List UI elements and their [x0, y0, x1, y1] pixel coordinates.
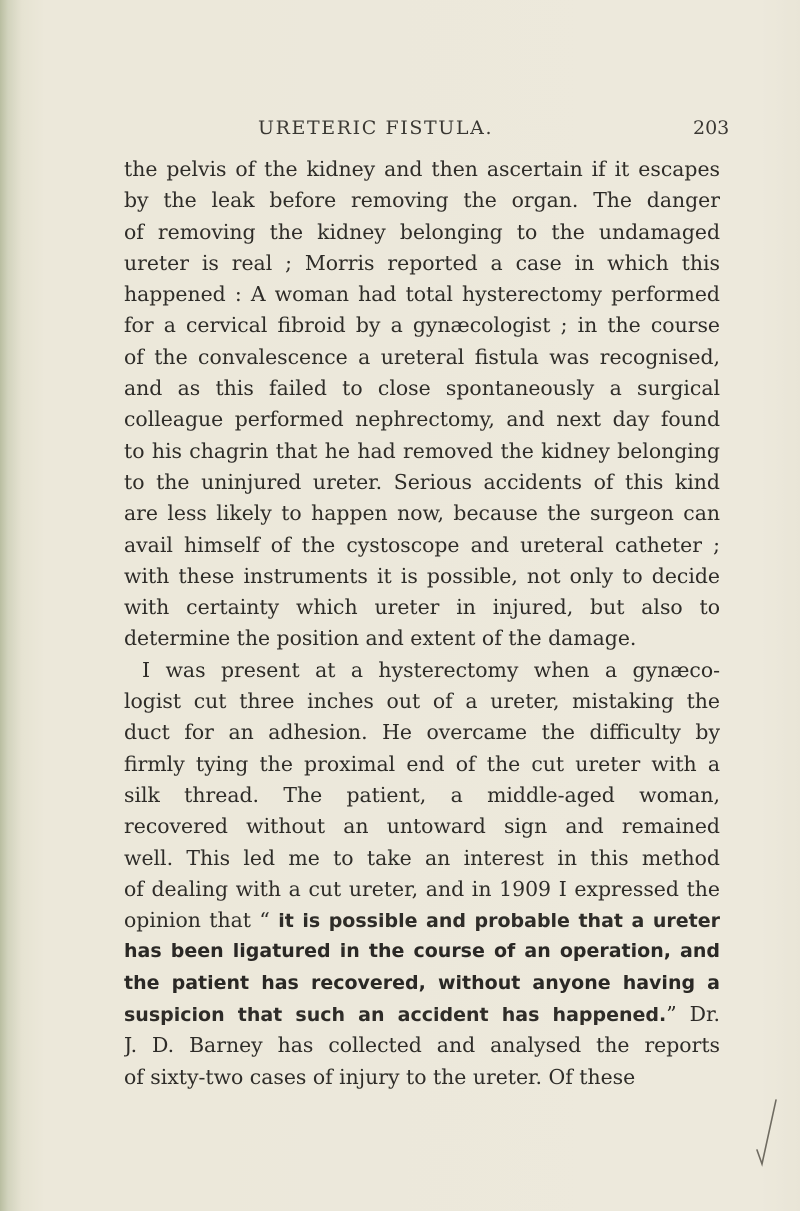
text-line: and as this failed to close spontaneously a surgical [124, 376, 720, 401]
bold-segment: it is possible and probable that a ureter [278, 910, 720, 933]
text-line: by the leak before removing the organ. The danger [124, 188, 720, 213]
text-line: J. D. Barney has collected and analysed the reports [124, 1033, 720, 1058]
text-line: of the convalescence a ureteral fistula was recognised, [124, 344, 720, 369]
text-line: ureter is real ; Morris reported a case in which this [124, 250, 720, 275]
text-line-mixed [124, 905, 720, 936]
text-line: of dealing with a cut ureter, and in 1909 I expressed the [124, 876, 720, 901]
text-line: of removing the kidney belonging to the undamaged [124, 219, 720, 244]
text-line: the pelvis of the kidney and then ascertain if it escapes [124, 157, 720, 181]
text-line: avail himself of the cystoscope and ureteral catheter ; [124, 532, 720, 557]
text-line: silk thread. The patient, a middle-aged woman, [124, 782, 720, 807]
text-line: firmly tying the proximal end of the cut ureter with a [124, 751, 720, 776]
text-line-mixed [124, 999, 720, 1030]
text-line: with these instruments it is possible, not only to decide [124, 563, 720, 588]
text-line: for a cervical fibroid by a gynæcologist ; in the course [124, 313, 720, 338]
text-line: to the uninjured ureter. Serious accidents of this kind [124, 469, 720, 494]
text-line: logist cut three inches out of a ureter, mistaking the [124, 689, 720, 714]
text-line: with certainty which ureter in injured, but also to [124, 595, 720, 620]
text-line: colleague performed nephrectomy, and next day found [124, 407, 720, 432]
text-line: to his chagrin that he had removed the kidney belonging [124, 438, 720, 463]
text-line: of sixty-two cases of injury to the ureter. Of these [124, 1064, 636, 1089]
page-number: 203 [693, 117, 730, 139]
running-head: URETERIC FISTULA. [258, 117, 494, 139]
plain-segment: ” Dr. [666, 1002, 720, 1027]
text-line: duct for an adhesion. He overcame the difficulty by [124, 720, 720, 745]
text-line: determine the position and extent of the damage. [124, 626, 637, 651]
body-text [124, 154, 720, 1093]
text-line: happened : A woman had total hysterectomy performed [124, 282, 720, 307]
text-line-bold: has been ligatured in the course of an operation, and [124, 940, 720, 963]
text-line: are less likely to happen now, because the surgeon can [124, 501, 720, 526]
text-line: recovered without an untoward sign and remained [124, 814, 720, 839]
text-line: I was present at a hysterectomy when a gynæco- [142, 657, 720, 682]
pencil-check-mark [754, 1098, 778, 1168]
bold-segment: suspicion that such an accident has happened. [124, 1004, 667, 1027]
text-line-bold: the patient has recovered, without anyone having a [124, 971, 720, 994]
text-line: well. This led me to take an interest in this method [124, 845, 720, 870]
plain-segment: opinion that “ [124, 908, 279, 933]
